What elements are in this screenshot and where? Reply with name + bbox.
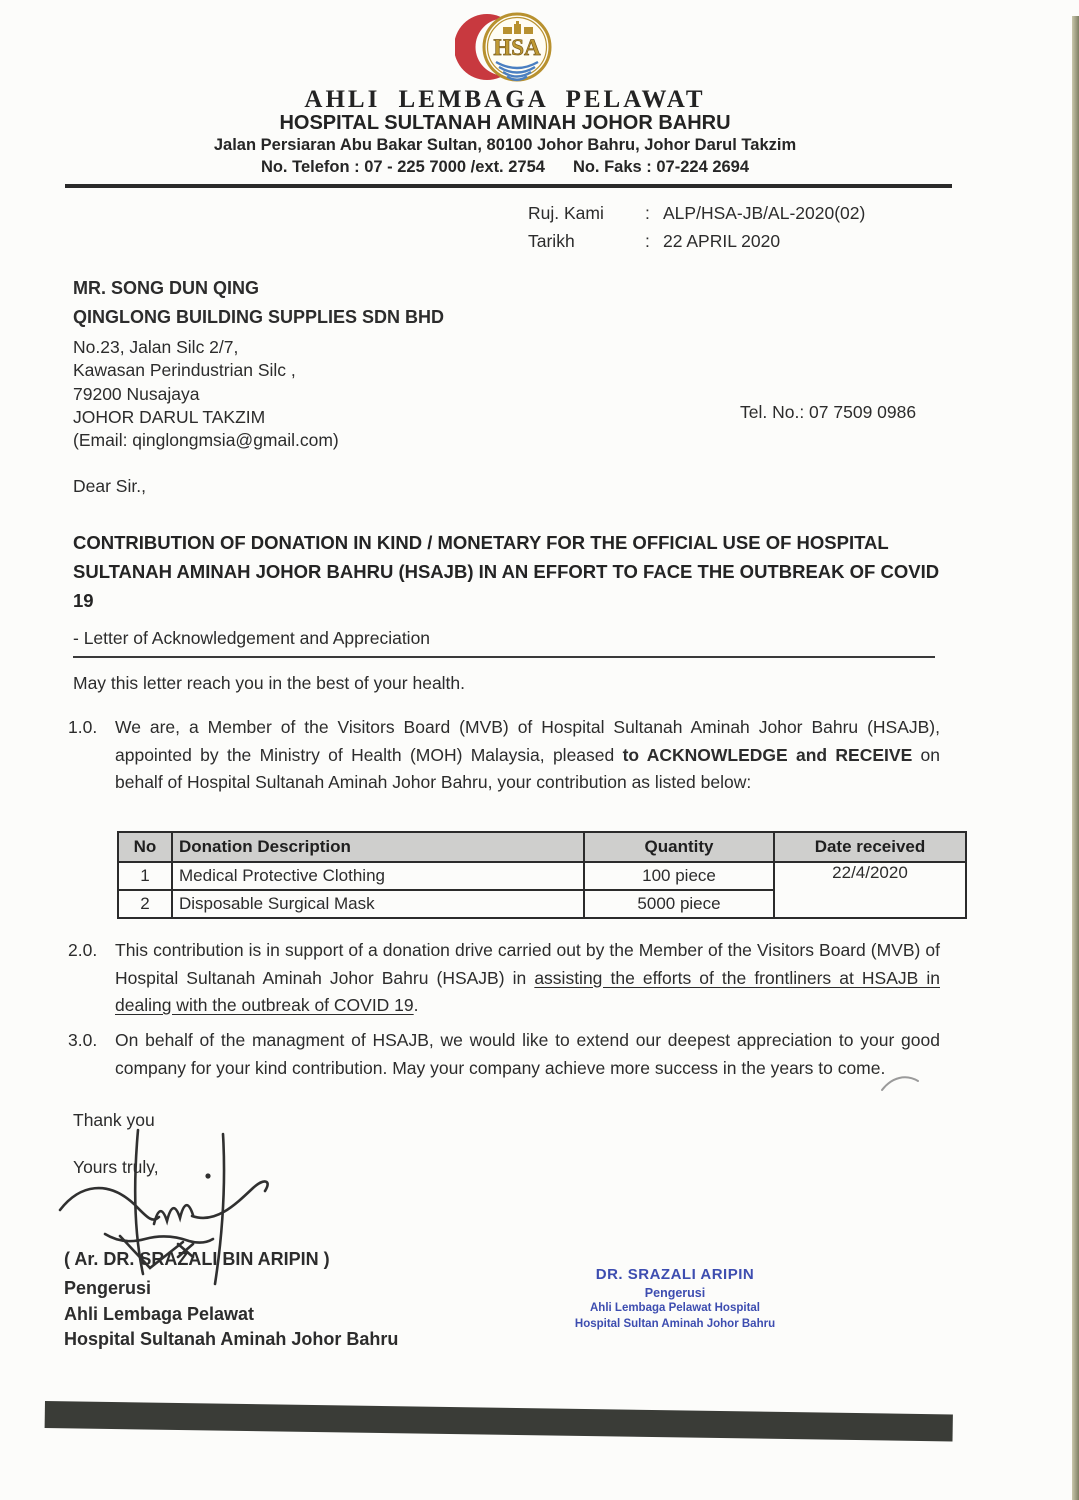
- org-faks: No. Faks : 07-224 2694: [572, 158, 750, 176]
- tarikh-label: Tarikh: [528, 231, 575, 251]
- tarikh-value: 22 APRIL 2020: [663, 231, 781, 251]
- col-header-quantity: Quantity: [584, 832, 774, 862]
- paragraph-2-number: 2.0.: [68, 940, 98, 960]
- recipient-company: QINGLONG BUILDING SUPPLIES SDN BHD: [73, 307, 445, 327]
- tarikh-colon: :: [645, 231, 650, 251]
- paragraph-1-post: on behalf of Hospital Sultanah Aminah Johor Bahru, your contribution as listed below:: [115, 744, 941, 792]
- signatory-title-1: Pengerusi: [64, 1278, 152, 1298]
- paragraph-1-number: 1.0.: [68, 717, 98, 737]
- scan-bottom-bar-artifact: [45, 1401, 953, 1441]
- ruj-kami-colon: :: [645, 203, 650, 223]
- paragraph-1: [68, 714, 940, 797]
- salutation: Dear Sir.,: [73, 476, 146, 496]
- paragraph-1-text: [115, 714, 940, 797]
- handwritten-signature-icon: [50, 1106, 300, 1291]
- header-rule: [65, 184, 952, 188]
- org-contact-line: [0, 158, 1010, 177]
- recipient-address-block: [73, 274, 444, 452]
- row1-date: 22/4/2020: [774, 862, 966, 918]
- ruj-kami-label: Ruj. Kami: [528, 203, 604, 223]
- org-telefon: No. Telefon : 07 - 225 7000 /ext. 2754: [260, 158, 545, 176]
- paragraph-1-pre: We are, a Member of the Visitors Board (MVB) of Hospital Sultanah Aminah Johor Bahru (HSAJB), appointed by the Ministry of Health (MOH) Malaysia, pleased: [115, 717, 940, 765]
- col-header-desc: Donation Description: [172, 832, 584, 862]
- recipient-addr2: Kawasan Perindustrian Silc ,: [73, 360, 296, 381]
- org-name-line1: AHLI LEMBAGA PELAWAT: [304, 86, 706, 113]
- col-header-no: No: [118, 832, 172, 862]
- recipient-name: MR. SONG DUN QING: [73, 278, 260, 298]
- svg-text:HSA: HSA: [493, 35, 541, 60]
- paragraph-2-pre: This contribution is in support of a donation drive carried out by the Member of the Visitors Board (MVB) of Hospital Sultanah Aminah Johor Bahru (HSAJB) in: [115, 940, 940, 988]
- donation-table-header-row: [118, 832, 966, 862]
- recipient-addr1: No.23, Jalan Silc 2/7,: [73, 337, 239, 357]
- recipient-email: (Email: qinglongmsia@gmail.com): [73, 430, 339, 451]
- paragraph-3-number: 3.0.: [68, 1030, 98, 1050]
- recipient-telephone: Tel. No.: 07 7509 0986: [740, 402, 917, 422]
- thank-you-line: Thank you: [73, 1110, 155, 1130]
- row1-no: 1: [118, 862, 172, 890]
- ruj-kami-value: ALP/HSA-JB/AL-2020(02): [663, 203, 866, 223]
- row2-desc: Disposable Surgical Mask: [172, 890, 584, 918]
- stamp-org1: Ahli Lembaga Pelawat Hospital: [590, 1302, 760, 1314]
- donation-table: [117, 831, 967, 919]
- org-address: Jalan Persiaran Abu Bakar Sultan, 80100 Johor Bahru, Johor Darul Takzim: [213, 136, 797, 154]
- official-stamp: [530, 1266, 820, 1332]
- tarikh-row: [528, 227, 865, 255]
- stamp-title: Pengerusi: [644, 1286, 706, 1300]
- paragraph-3: [68, 1027, 940, 1082]
- stamp-org2: Hospital Sultan Aminah Johor Bahru: [574, 1317, 776, 1330]
- paragraph-2-text: [115, 937, 940, 1020]
- paragraph-2: [68, 937, 940, 1020]
- subject-subtitle: - Letter of Acknowledgement and Appreciation: [73, 628, 935, 658]
- row1-quantity: 100 piece: [584, 862, 774, 890]
- signatory-title-2: Ahli Lembaga Pelawat: [64, 1303, 255, 1324]
- scan-edge-artifact: [1072, 16, 1079, 1500]
- table-row: [118, 862, 966, 890]
- row1-desc: Medical Protective Clothing: [172, 862, 584, 890]
- opening-line: May this letter reach you in the best of your health.: [73, 673, 466, 693]
- subject-heading: CONTRIBUTION OF DONATION IN KIND / MONETARY FOR THE OFFICIAL USE OF HOSPITAL SULTANAH AMINAH JOHOR BAHRU (HSAJB) IN AN EFFORT TO FACE THE OUTBREAK OF COVID 19: [73, 532, 940, 611]
- paragraph-2-post: .: [413, 995, 419, 1015]
- stamp-name: DR. SRAZALI ARIPIN: [595, 1266, 755, 1283]
- ruj-kami-row: [528, 199, 865, 227]
- row2-no: 2: [118, 890, 172, 918]
- recipient-addr3: 79200 Nusajaya: [73, 383, 200, 404]
- hsa-hospital-logo-icon: [455, 6, 567, 90]
- reference-block: [528, 199, 865, 255]
- org-name-line2: HOSPITAL SULTANAH AMINAH JOHOR BAHRU: [279, 112, 731, 134]
- col-header-date: Date received: [774, 832, 966, 862]
- row2-quantity: 5000 piece: [584, 890, 774, 918]
- paragraph-2-underlined: assisting the efforts of the frontliners at HSAJB in dealing with the outbreak of COVID 19: [115, 967, 940, 1015]
- paragraph-1-bold: to ACKNOWLEDGE and RECEIVE: [622, 744, 913, 765]
- paragraph-3-text: On behalf of the managment of HSAJB, we would like to extend our deepest appreciation to your good company for your kind contribution. May your company achieve more success in the years to come.: [115, 1030, 940, 1078]
- signatory-title-3: Hospital Sultanah Aminah Johor Bahru: [64, 1329, 399, 1349]
- yours-truly-line: Yours truly,: [73, 1157, 159, 1177]
- signatory-name: ( Ar. DR. SRAZALI BIN ARIPIN ): [64, 1249, 330, 1269]
- recipient-addr4: JOHOR DARUL TAKZIM: [73, 406, 266, 427]
- pen-mark-artifact: [880, 1072, 920, 1096]
